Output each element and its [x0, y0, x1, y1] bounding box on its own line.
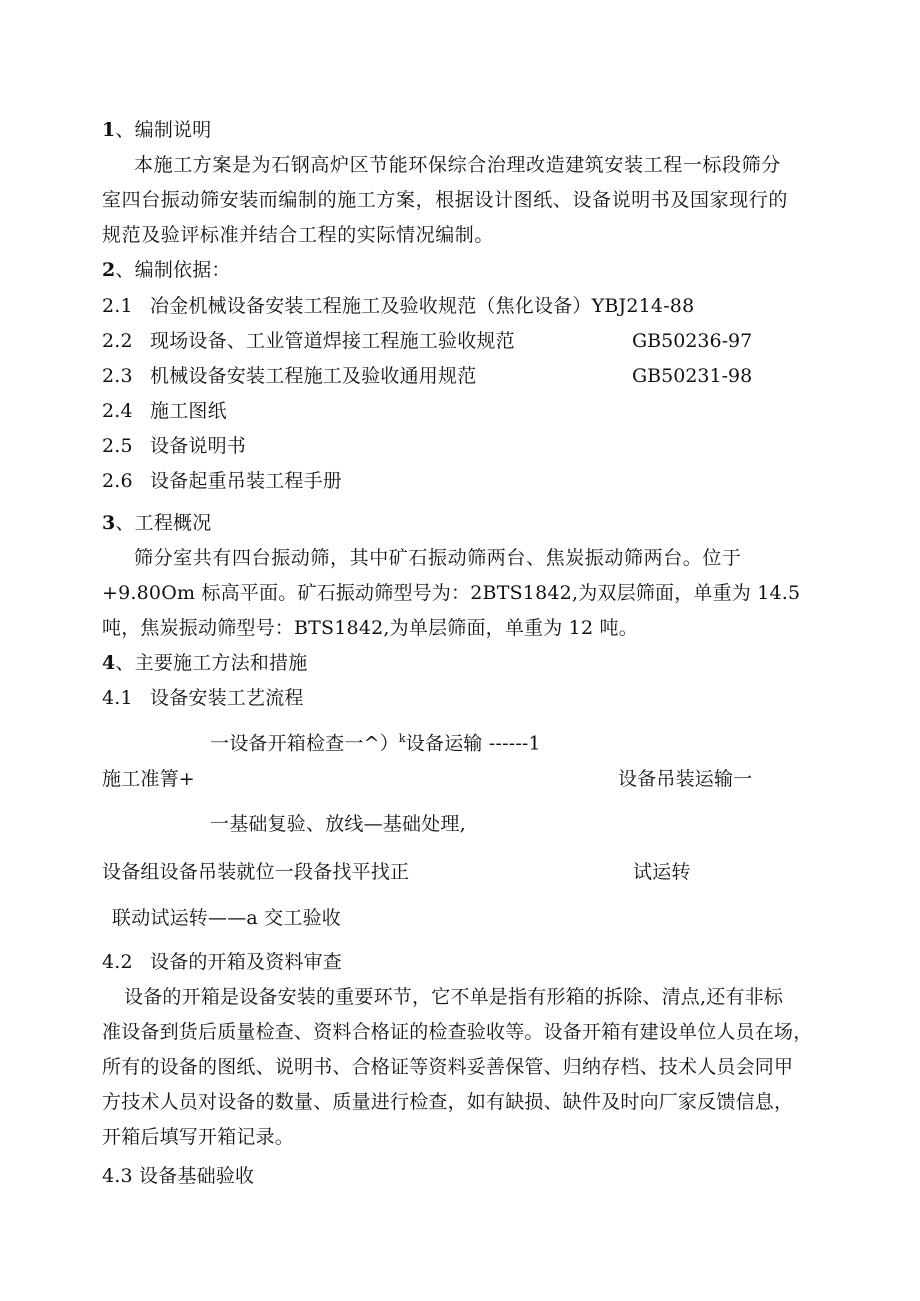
flow-step-transport: 设备运输 ------1 [405, 732, 541, 755]
section-1-heading [102, 118, 211, 142]
section-3-paragraph-line-2: +9.80Om 标高平面。矿石振动筛型号为：2BTS1842,为双层筛面，单重为 14.5 [102, 582, 801, 604]
reference-item-number: 2.2 [102, 330, 133, 352]
reference-item-number: 2.4 [102, 400, 133, 422]
section-1-paragraph-line-2: 室四台振动筛安装而编制的施工方案，根据设计图纸、设备说明书及国家现行的 [102, 189, 789, 211]
reference-item-text: 施工图纸 [150, 400, 227, 422]
reference-item-text: 机械设备安装工程施工及验收通用规范 [150, 365, 477, 387]
section-1-paragraph-line-1: 本施工方案是为石钢高炉区节能环保综合治理改造建筑安装工程一标段筛分 [134, 154, 781, 176]
subsection-4-2-title: 设备的开箱及资料审查 [150, 951, 343, 973]
section-1-paragraph-line-3: 规范及验评标准并结合工程的实际情况编制。 [102, 224, 495, 246]
subsection-4-1-heading [102, 686, 304, 710]
subsection-4-2-heading [102, 950, 342, 974]
section-4-heading [102, 651, 307, 675]
flow-sup-mark: k [398, 732, 406, 745]
subsection-4-2-number: 4.2 [102, 951, 133, 973]
section-3-heading [102, 511, 211, 535]
reference-item-standard-code: GB50236-97 [632, 330, 753, 352]
reference-item-number: 2.5 [102, 435, 133, 457]
flow-step-hoisting-transport: 设备吊装运输一 [618, 768, 753, 790]
flow-step-unpacking: 一设备开箱检查一^） [210, 732, 399, 755]
reference-item-text: 设备起重吊装工程手册 [150, 470, 343, 492]
reference-item [102, 364, 476, 388]
reference-item [102, 434, 246, 458]
section-2-heading [102, 258, 231, 282]
section-2-title: 、编制依据： [115, 259, 231, 281]
reference-item-text: 现场设备、工业管道焊接工程施工验收规范 [150, 330, 515, 352]
reference-item [102, 294, 694, 318]
reference-item [102, 469, 342, 493]
subsection-4-2-paragraph-line-4: 方技术人员对设备的数量、质量进行检查，如有缺损、缺件及时向厂家反馈信息， [102, 1091, 794, 1113]
section-3-paragraph-line-1: 筛分室共有四台振动筛，其中矿石振动筛两台、焦炭振动筛两台。位于 [134, 547, 742, 569]
flow-step-foundation: 一基础复验、放线—基础处理, [210, 813, 466, 835]
reference-item-number: 2.3 [102, 365, 133, 387]
flow-step-acceptance: 联动试运转——a 交工验收 [112, 907, 341, 929]
section-2-number: 2 [102, 259, 116, 281]
reference-item-text: 冶金机械设备安装工程施工及验收规范（焦化设备）YBJ214-88 [150, 295, 695, 317]
subsection-4-1-number: 4.1 [102, 687, 133, 709]
section-1-title: 、编制说明 [115, 119, 212, 141]
subsection-4-2-paragraph-line-3: 所有的设备的图纸、说明书、合格证等资料妥善保管、归纳存档、技术人员会同甲 [102, 1056, 794, 1078]
reference-item-standard-code: GB50231-98 [632, 365, 753, 387]
subsection-4-2-paragraph-line-1: 设备的开箱是设备安装的重要环节，它不单是指有形箱的拆除、清点,还有非标 [124, 986, 784, 1008]
section-3-title: 、工程概况 [115, 512, 212, 534]
flow-step-preparation: 施工准箐+ [102, 768, 195, 790]
section-1-number: 1 [102, 119, 116, 141]
section-4-title: 、主要施工方法和措施 [115, 652, 308, 674]
reference-item-text: 设备说明书 [150, 435, 247, 457]
section-3-paragraph-line-3: 吨，焦炭振动筛型号：BTS1842,为单层筛面，单重为 12 吨。 [102, 617, 638, 639]
flow-step-trial-run: 试运转 [633, 861, 691, 883]
flow-line-1 [210, 727, 541, 755]
reference-item-number: 2.1 [102, 295, 133, 317]
reference-item [102, 399, 227, 423]
subsection-4-3-heading: 4.3 设备基础验收 [102, 1165, 255, 1187]
reference-item [102, 329, 515, 353]
subsection-4-2-paragraph-line-5: 开箱后填写开箱记录。 [102, 1126, 295, 1148]
section-3-number: 3 [102, 512, 116, 534]
subsection-4-2-paragraph-line-2: 准设备到货后质量检查、资料合格证的检查验收等。设备开箱有建设单位人员在场， [102, 1021, 813, 1043]
reference-item-number: 2.6 [102, 470, 133, 492]
section-4-number: 4 [102, 652, 116, 674]
subsection-4-1-title: 设备安装工艺流程 [150, 687, 304, 709]
flow-step-assembly: 设备组设备吊装就位一段备找平找正 [102, 861, 410, 883]
